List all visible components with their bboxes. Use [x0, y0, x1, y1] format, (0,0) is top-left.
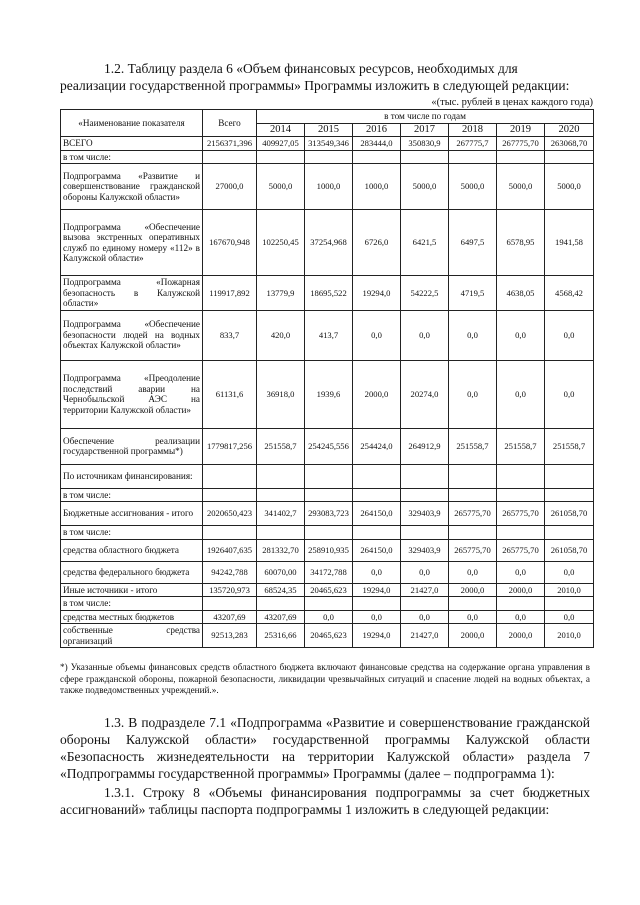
row-year-value: 0,0 — [353, 561, 401, 583]
row-year-value: 18695,522 — [305, 276, 353, 311]
header-by-years: в том числе по годам — [257, 110, 594, 124]
row-name: Подпрограмма «Развитие и совершенствование гражданской обороны Калужской области» — [61, 164, 203, 210]
row-name: Подпрограмма «Преодоление последствий аварии на Чернобыльской АЭС на территории Калужской области» — [61, 360, 203, 428]
row-total — [203, 150, 257, 164]
header-total: Всего — [203, 110, 257, 137]
section-1-2-line1: 1.2. Таблицу раздела 6 «Объем финансовых ресурсов, необходимых для — [104, 61, 518, 76]
row-year-value: 21427,0 — [401, 624, 449, 648]
row-total: 27000,0 — [203, 164, 257, 210]
row-year-value: 4719,5 — [449, 276, 497, 311]
row-year-value — [545, 150, 594, 164]
row-year-value: 0,0 — [449, 360, 497, 428]
row-year-value — [497, 150, 545, 164]
row-year-value — [449, 526, 497, 540]
row-year-value — [545, 488, 594, 502]
row-year-value: 21427,0 — [401, 583, 449, 597]
row-year-value — [353, 488, 401, 502]
row-year-value — [497, 597, 545, 611]
row-year-value — [353, 464, 401, 488]
row-year-value: 0,0 — [449, 310, 497, 360]
table-row — [61, 624, 594, 648]
row-year-value: 409927,05 — [257, 137, 305, 151]
row-year-value — [305, 488, 353, 502]
row-year-value: 20274,0 — [401, 360, 449, 428]
row-year-value: 265775,70 — [497, 502, 545, 526]
row-year-value: 5000,0 — [257, 164, 305, 210]
row-year-value — [257, 526, 305, 540]
row-year-value — [257, 464, 305, 488]
row-year-value: 5000,0 — [545, 164, 594, 210]
table-row — [61, 583, 594, 597]
row-name: в том числе: — [61, 597, 203, 611]
row-year-value: 5000,0 — [401, 164, 449, 210]
row-year-value: 0,0 — [353, 310, 401, 360]
row-year-value: 265775,70 — [497, 539, 545, 561]
section-1-3-1-paragraph: 1.3.1. Строку 8 «Объемы финансирования подпрограммы за счет бюджетных ассигнований» таблицы паспорта подпрограммы 1 изложить в следующей редакции: — [60, 785, 590, 817]
row-year-value: 263068,70 — [545, 137, 594, 151]
row-name: средства областного бюджета — [61, 539, 203, 561]
row-year-value: 102250,45 — [257, 210, 305, 276]
header-year: 2020 — [545, 123, 594, 137]
row-year-value: 251558,7 — [497, 428, 545, 464]
row-year-value: 5000,0 — [497, 164, 545, 210]
row-year-value — [545, 597, 594, 611]
row-year-value: 267775,7 — [449, 137, 497, 151]
row-year-value: 1000,0 — [353, 164, 401, 210]
row-name: Бюджетные ассигнования - итого — [61, 502, 203, 526]
row-year-value: 254245,556 — [305, 428, 353, 464]
row-year-value: 0,0 — [401, 561, 449, 583]
row-year-value: 413,7 — [305, 310, 353, 360]
row-year-value: 19294,0 — [353, 276, 401, 311]
row-name: средства местных бюджетов — [61, 610, 203, 624]
row-year-value: 5000,0 — [449, 164, 497, 210]
row-year-value: 2000,0 — [449, 624, 497, 648]
table-row — [61, 597, 594, 611]
table-body — [61, 137, 594, 648]
unit-note: «(тыс. рублей в ценах каждого года) — [431, 97, 593, 108]
row-year-value: 251558,7 — [545, 428, 594, 464]
row-total — [203, 488, 257, 502]
row-year-value: 283444,0 — [353, 137, 401, 151]
row-name: собственные средства организаций — [61, 624, 203, 648]
row-year-value — [305, 526, 353, 540]
row-year-value — [401, 597, 449, 611]
row-year-value: 265775,70 — [449, 539, 497, 561]
table-row — [61, 137, 594, 151]
table-row — [61, 164, 594, 210]
row-year-value: 1000,0 — [305, 164, 353, 210]
row-total: 167670,948 — [203, 210, 257, 276]
row-total: 833,7 — [203, 310, 257, 360]
row-year-value: 19294,0 — [353, 624, 401, 648]
row-year-value: 0,0 — [497, 310, 545, 360]
row-year-value: 264912,9 — [401, 428, 449, 464]
row-total — [203, 464, 257, 488]
row-year-value: 0,0 — [497, 360, 545, 428]
row-year-value: 25316,66 — [257, 624, 305, 648]
section-1-3-paragraph: 1.3. В подразделе 7.1 «Подпрограмма «Развитие и совершенствование гражданской обороны Калужской области» государственной программы Калужской области «Безопасность жизнедеятельности на территории Калужской области» раздела 7 «Подпрограммы государственной программы» Программы (далее – подпрограмма 1): — [60, 715, 590, 781]
row-year-value — [257, 488, 305, 502]
row-year-value: 0,0 — [545, 610, 594, 624]
header-year: 2018 — [449, 123, 497, 137]
table-row — [61, 502, 594, 526]
row-year-value: 264150,0 — [353, 539, 401, 561]
row-year-value — [449, 488, 497, 502]
table-row — [61, 488, 594, 502]
row-name: По источникам финансирования: — [61, 464, 203, 488]
row-total: 2156371,396 — [203, 137, 257, 151]
row-year-value: 4638,05 — [497, 276, 545, 311]
row-year-value: 37254,968 — [305, 210, 353, 276]
row-year-value — [353, 526, 401, 540]
row-year-value: 1939,6 — [305, 360, 353, 428]
row-year-value: 2000,0 — [353, 360, 401, 428]
table-row — [61, 210, 594, 276]
row-year-value: 0,0 — [497, 610, 545, 624]
row-year-value: 281332,70 — [257, 539, 305, 561]
row-name: Иные источники - итого — [61, 583, 203, 597]
row-total: 61131,6 — [203, 360, 257, 428]
row-name: в том числе: — [61, 150, 203, 164]
row-year-value: 4568,42 — [545, 276, 594, 311]
row-year-value — [449, 150, 497, 164]
row-year-value: 329403,9 — [401, 539, 449, 561]
row-year-value: 6497,5 — [449, 210, 497, 276]
row-total: 2020650,423 — [203, 502, 257, 526]
row-year-value: 6578,95 — [497, 210, 545, 276]
section-1-2-line2: реализации государственной программы» Программы изложить в следующей редакции: — [60, 78, 570, 93]
row-year-value: 0,0 — [401, 610, 449, 624]
row-year-value: 0,0 — [353, 610, 401, 624]
row-year-value — [401, 526, 449, 540]
table-row — [61, 310, 594, 360]
row-year-value — [545, 464, 594, 488]
row-year-value: 0,0 — [545, 561, 594, 583]
row-name: Обеспечение реализации государственной программы*) — [61, 428, 203, 464]
row-year-value: 0,0 — [449, 561, 497, 583]
row-total: 1926407,635 — [203, 539, 257, 561]
row-year-value — [401, 150, 449, 164]
row-year-value: 19294,0 — [353, 583, 401, 597]
row-year-value: 267775,70 — [497, 137, 545, 151]
row-year-value: 1941,58 — [545, 210, 594, 276]
row-year-value — [497, 488, 545, 502]
row-year-value — [401, 488, 449, 502]
row-year-value — [305, 597, 353, 611]
row-year-value: 265775,70 — [449, 502, 497, 526]
row-year-value: 2000,0 — [497, 583, 545, 597]
row-year-value: 254424,0 — [353, 428, 401, 464]
row-year-value — [497, 464, 545, 488]
row-year-value: 20465,623 — [305, 624, 353, 648]
row-year-value — [305, 150, 353, 164]
row-year-value: 2010,0 — [545, 624, 594, 648]
row-year-value: 0,0 — [401, 310, 449, 360]
row-name: Подпрограмма «Обеспечение безопасности людей на водных объектах Калужской области» — [61, 310, 203, 360]
table-row — [61, 464, 594, 488]
row-year-value: 251558,7 — [449, 428, 497, 464]
row-year-value: 54222,5 — [401, 276, 449, 311]
section-1-2-paragraph — [60, 60, 590, 94]
header-name: «Наименование показателя — [61, 110, 203, 137]
row-total: 43207,69 — [203, 610, 257, 624]
row-year-value: 6421,5 — [401, 210, 449, 276]
row-year-value: 313549,346 — [305, 137, 353, 151]
table-row — [61, 526, 594, 540]
row-year-value: 261058,70 — [545, 502, 594, 526]
row-year-value: 293083,723 — [305, 502, 353, 526]
row-year-value — [401, 464, 449, 488]
row-year-value: 258910,935 — [305, 539, 353, 561]
table-row — [61, 539, 594, 561]
row-total: 94242,788 — [203, 561, 257, 583]
header-year: 2019 — [497, 123, 545, 137]
row-year-value: 420,0 — [257, 310, 305, 360]
row-year-value — [257, 150, 305, 164]
row-year-value — [353, 597, 401, 611]
row-year-value: 2000,0 — [497, 624, 545, 648]
row-year-value — [449, 464, 497, 488]
row-total — [203, 526, 257, 540]
row-name: ВСЕГО — [61, 137, 203, 151]
row-year-value — [305, 464, 353, 488]
row-year-value: 43207,69 — [257, 610, 305, 624]
row-year-value: 0,0 — [305, 610, 353, 624]
row-year-value: 341402,7 — [257, 502, 305, 526]
header-year: 2015 — [305, 123, 353, 137]
row-year-value: 6726,0 — [353, 210, 401, 276]
row-total: 92513,283 — [203, 624, 257, 648]
table-row — [61, 276, 594, 311]
row-year-value: 60070,00 — [257, 561, 305, 583]
row-year-value: 36918,0 — [257, 360, 305, 428]
table-row — [61, 150, 594, 164]
row-year-value: 13779,9 — [257, 276, 305, 311]
row-year-value: 34172,788 — [305, 561, 353, 583]
row-total: 119917,892 — [203, 276, 257, 311]
financial-resources-table — [60, 109, 594, 648]
table-row — [61, 360, 594, 428]
row-year-value: 350830,9 — [401, 137, 449, 151]
row-year-value: 251558,7 — [257, 428, 305, 464]
row-year-value: 0,0 — [497, 561, 545, 583]
row-year-value: 0,0 — [545, 310, 594, 360]
row-year-value — [497, 526, 545, 540]
row-year-value: 68524,35 — [257, 583, 305, 597]
row-year-value: 329403,9 — [401, 502, 449, 526]
row-year-value: 261058,70 — [545, 539, 594, 561]
row-name: в том числе: — [61, 488, 203, 502]
footnote: *) Указанные объемы финансовых средств областного бюджета включают финансовые средства на содержание органа управления в сфере гражданской обороны, пожарной безопасности, ликвидации чрезвычайных ситуаций и спасение людей на водных объектах, а также подведомственных учреждений.». — [60, 662, 590, 695]
row-total — [203, 597, 257, 611]
row-name: Подпрограмма «Обеспечение вызова экстренных оперативных служб по единому номеру «112» в Калужской области» — [61, 210, 203, 276]
row-total: 135720,973 — [203, 583, 257, 597]
row-name: в том числе: — [61, 526, 203, 540]
table-row — [61, 561, 594, 583]
header-year: 2014 — [257, 123, 305, 137]
header-year: 2016 — [353, 123, 401, 137]
row-year-value — [545, 526, 594, 540]
row-year-value: 264150,0 — [353, 502, 401, 526]
header-year: 2017 — [401, 123, 449, 137]
row-total: 1779817,256 — [203, 428, 257, 464]
row-year-value: 0,0 — [449, 610, 497, 624]
table-row — [61, 610, 594, 624]
row-year-value: 2000,0 — [449, 583, 497, 597]
row-name: Подпрограмма «Пожарная безопасность в Калужской области» — [61, 276, 203, 311]
row-name: средства федерального бюджета — [61, 561, 203, 583]
row-year-value — [449, 597, 497, 611]
row-year-value — [257, 597, 305, 611]
row-year-value — [353, 150, 401, 164]
row-year-value: 0,0 — [545, 360, 594, 428]
table-row — [61, 428, 594, 464]
row-year-value: 20465,623 — [305, 583, 353, 597]
row-year-value: 2010,0 — [545, 583, 594, 597]
